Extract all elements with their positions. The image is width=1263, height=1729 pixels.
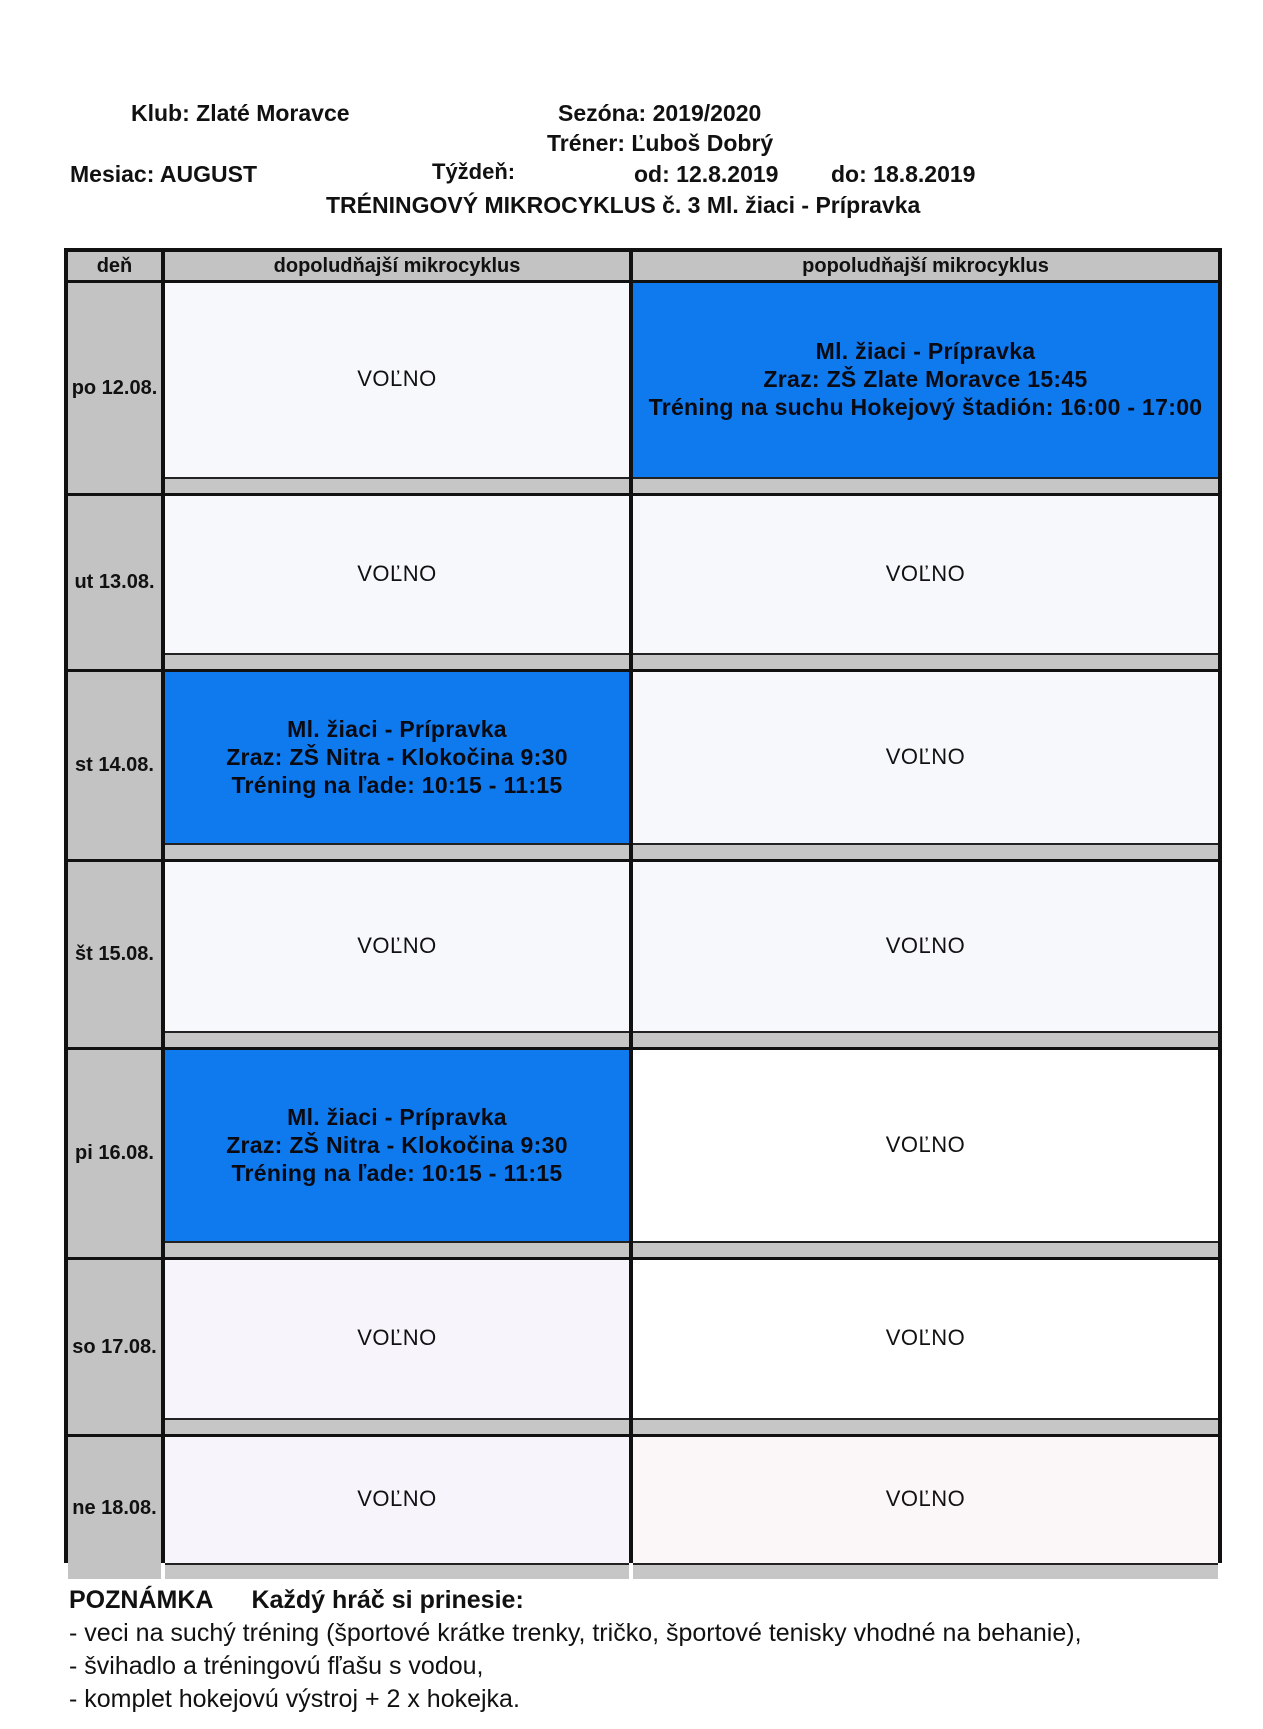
free-block	[633, 672, 1218, 845]
training-line: Ml. žiaci - Prípravka	[815, 338, 1036, 364]
notes-item: - švihadlo a tréningovú fľašu s vodou,	[69, 1652, 484, 1680]
morning-slot	[165, 1437, 629, 1579]
afternoon-slot	[633, 496, 1218, 669]
free-text: VOĽNO	[357, 932, 437, 958]
training-line: Tréning na suchu Hokejový štadión: 16:00 - 17:00	[648, 394, 1203, 420]
free-text: VOĽNO	[357, 366, 437, 391]
day-label: so 17.08.	[68, 1260, 161, 1434]
season-label: Sezóna: 2019/2020	[558, 100, 762, 126]
row-separator-strip	[165, 479, 629, 493]
day-label: pi 16.08.	[68, 1050, 161, 1257]
notes-item: - veci na suchý tréning (športové krátke trenky, tričko, športové tenisky vhodné na behanie),	[69, 1619, 1082, 1647]
row-separator-strip	[633, 845, 1218, 859]
morning-slot	[165, 496, 629, 669]
free-text: VOĽNO	[357, 1486, 437, 1511]
row-separator-strip	[165, 655, 629, 669]
free-text: VOĽNO	[885, 1131, 966, 1157]
row-separator-strip	[165, 1033, 629, 1047]
column-header-morning: dopoludňajší mikrocyklus	[165, 252, 629, 280]
page-title: TRÉNINGOVÝ MIKROCYKLUS č. 3 Ml. žiaci - Prípravka	[326, 192, 921, 218]
row-separator-strip	[633, 1033, 1218, 1047]
date-from: od: 12.8.2019	[634, 161, 779, 187]
morning-slot	[165, 862, 629, 1047]
notes-section	[69, 1584, 1249, 1716]
day-label: ut 13.08.	[68, 496, 161, 669]
week-label: Týždeň:	[432, 159, 516, 184]
row-separator-strip	[165, 1243, 629, 1257]
free-block	[633, 862, 1218, 1033]
club-label: Klub: Zlaté Moravce	[131, 100, 350, 126]
training-block	[165, 672, 629, 845]
column-header-day: deň	[68, 252, 161, 280]
training-block	[633, 283, 1218, 479]
morning-slot	[165, 672, 629, 859]
free-block	[165, 283, 629, 479]
free-text: VOĽNO	[885, 932, 966, 958]
afternoon-slot	[633, 862, 1218, 1047]
row-separator-strip	[633, 1243, 1218, 1257]
afternoon-slot	[633, 1437, 1218, 1579]
free-block	[633, 1260, 1218, 1420]
free-text: VOĽNO	[885, 743, 966, 769]
free-text: VOĽNO	[885, 1486, 966, 1511]
morning-slot	[165, 1260, 629, 1434]
morning-slot	[165, 1050, 629, 1257]
free-text: VOĽNO	[357, 1325, 437, 1350]
month-label: Mesiac: AUGUST	[70, 161, 258, 187]
training-block	[165, 1050, 629, 1243]
row-separator-strip	[165, 1420, 629, 1434]
afternoon-slot	[633, 1260, 1218, 1434]
free-text: VOĽNO	[885, 1325, 966, 1350]
day-label: ne 18.08.	[68, 1437, 161, 1579]
free-text: VOĽNO	[357, 560, 437, 586]
row-separator-strip	[165, 845, 629, 859]
notes-title	[69, 1584, 1249, 1617]
row-separator-strip	[633, 479, 1218, 493]
day-label: št 15.08.	[68, 862, 161, 1047]
free-block	[165, 862, 629, 1033]
free-block	[633, 1437, 1218, 1565]
training-line: Zraz: ZŠ Zlate Moravce 15:45	[763, 366, 1088, 392]
schedule-table	[64, 248, 1222, 1563]
row-separator-strip	[633, 1565, 1218, 1579]
notes-label: POZNÁMKA	[69, 1586, 214, 1614]
training-line: Ml. žiaci - Prípravka	[287, 1103, 507, 1130]
day-label: st 14.08.	[68, 672, 161, 859]
afternoon-slot	[633, 283, 1218, 493]
free-block	[165, 1437, 629, 1565]
coach-label: Tréner: Ľuboš Dobrý	[547, 130, 774, 156]
free-text: VOĽNO	[885, 560, 966, 586]
afternoon-slot	[633, 1050, 1218, 1257]
column-header-afternoon: popoludňajší mikrocyklus	[633, 252, 1218, 280]
row-separator-strip	[633, 1420, 1218, 1434]
free-block	[165, 1260, 629, 1420]
day-label: po 12.08.	[68, 283, 161, 493]
free-block	[633, 1050, 1218, 1243]
row-separator-strip	[165, 1565, 629, 1579]
training-line: Zraz: ZŠ Nitra - Klokočina 9:30	[226, 743, 568, 770]
morning-slot	[165, 283, 629, 493]
notes-item: - komplet hokejovú výstroj + 2 x hokejka.	[69, 1685, 520, 1713]
training-line: Tréning na ľade: 10:15 - 11:15	[231, 1159, 563, 1186]
free-block	[165, 496, 629, 655]
training-line: Zraz: ZŠ Nitra - Klokočina 9:30	[226, 1131, 568, 1158]
training-line: Tréning na ľade: 10:15 - 11:15	[231, 771, 563, 798]
notes-heading: Každý hráč si prinesie:	[251, 1586, 524, 1614]
afternoon-slot	[633, 672, 1218, 859]
row-separator-strip	[633, 655, 1218, 669]
training-line: Ml. žiaci - Prípravka	[287, 715, 507, 742]
date-to: do: 18.8.2019	[831, 161, 976, 187]
free-block	[633, 496, 1218, 655]
